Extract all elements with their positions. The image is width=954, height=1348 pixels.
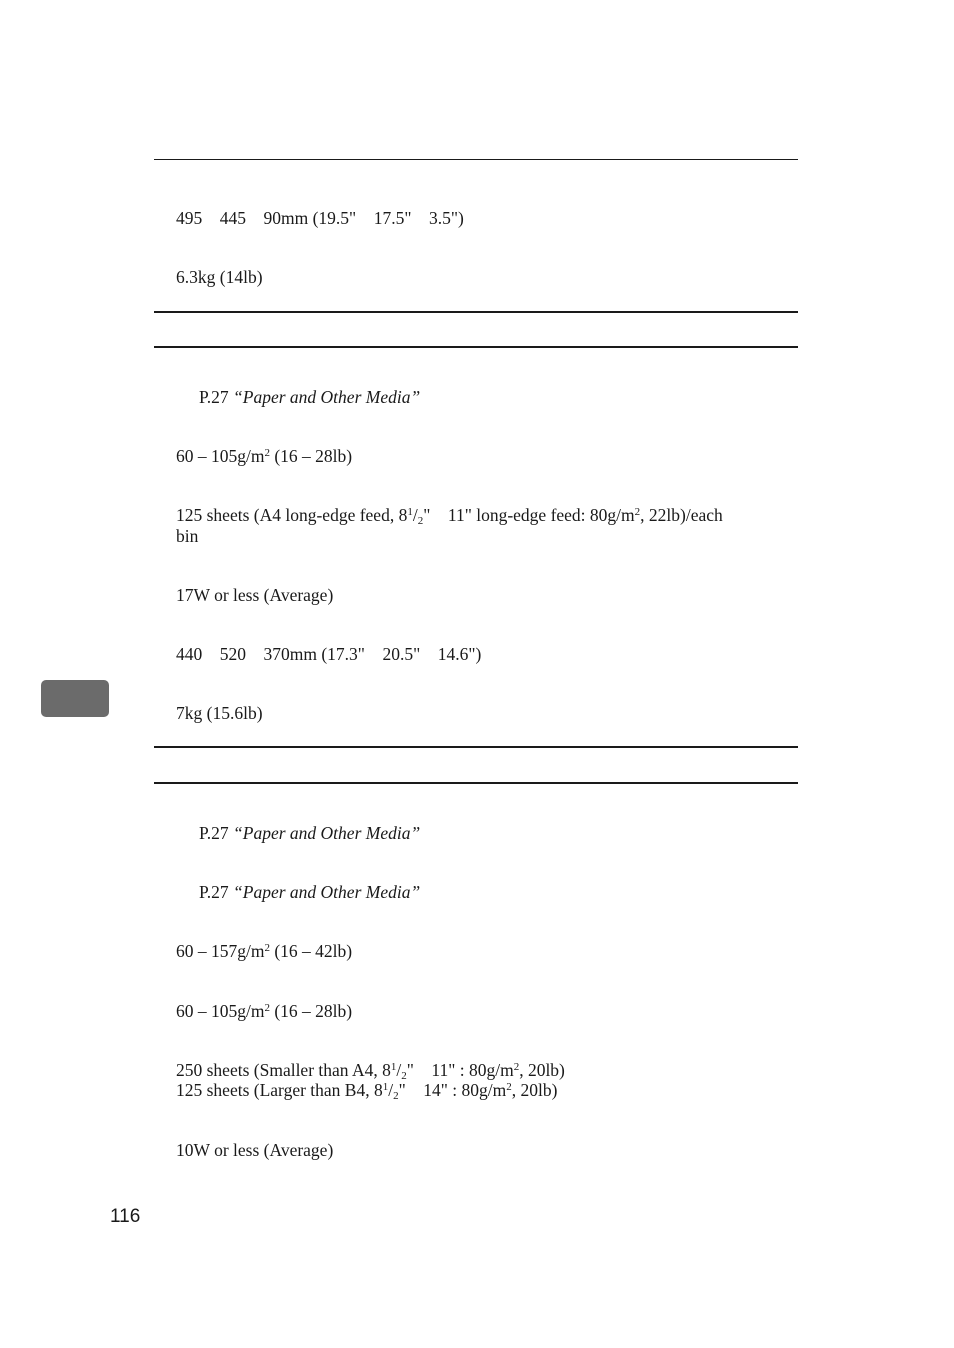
- spec-power: 10W or less (Average): [176, 1140, 334, 1160]
- paper-reference: P.27 “Paper and Other Media”: [199, 882, 421, 902]
- spec-capacity: 125 sheets (A4 long-edge feed, $8^1/_2$" 11" long-edge feed: $80g/m^2$, 22lb)/each: [176, 505, 723, 527]
- spec-capacity-cont: bin: [176, 526, 199, 546]
- spec-weight: 6.3kg (14lb): [176, 267, 263, 287]
- section-divider: [154, 159, 798, 160]
- section-divider: [154, 746, 798, 748]
- section-divider: [154, 782, 798, 784]
- spec-paper-weight: $60 - 105g/m^2$ (16 – 28lb): [176, 446, 353, 466]
- paper-reference: P.27 “Paper and Other Media”: [199, 823, 421, 843]
- spec-paper-weight: $60 - 105g/m^2$ (16 – 28lb): [176, 1001, 353, 1021]
- spec-capacity: 250 sheets (Smaller than A4, $8^1/_2$" 11" : $80g/m^2$, 20lb): [176, 1060, 565, 1082]
- spec-dimensions: 495 445 90mm (19.5" 17.5" 3.5"): [176, 208, 464, 228]
- section-divider: [154, 346, 798, 348]
- spec-weight: 7kg (15.6lb): [176, 703, 263, 723]
- reference-link[interactable]: “Paper and Other Media”: [233, 387, 421, 407]
- spec-dimensions: 440 520 370mm (17.3" 20.5" 14.6"): [176, 644, 482, 664]
- spec-paper-weight: $60 - 157g/m^2$ (16 – 42lb): [176, 941, 353, 961]
- reference-link[interactable]: “Paper and Other Media”: [233, 882, 421, 902]
- page-number: 116: [110, 1206, 141, 1227]
- spec-capacity: 125 sheets (Larger than B4, $8^1/_2$" 14" : $80g/m^2$, 20lb): [176, 1080, 558, 1102]
- paper-reference: P.27 “Paper and Other Media”: [199, 387, 421, 407]
- section-divider: [154, 311, 798, 313]
- reference-link[interactable]: “Paper and Other Media”: [233, 823, 421, 843]
- spec-power: 17W or less (Average): [176, 585, 334, 605]
- chapter-tab: [41, 680, 109, 717]
